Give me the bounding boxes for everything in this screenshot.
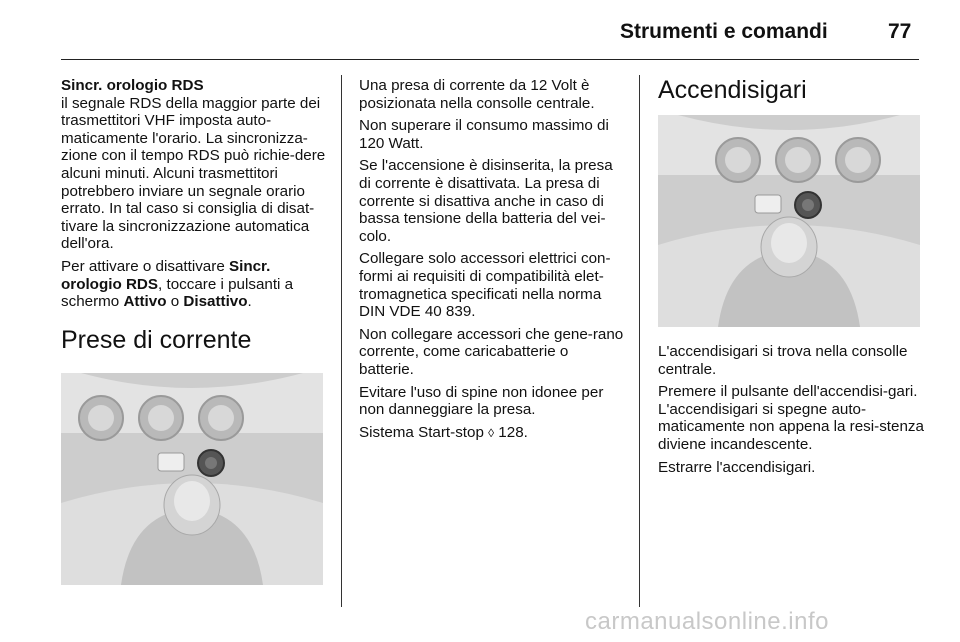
- footer-watermark: carmanualsonline.info: [585, 608, 829, 635]
- outlet-paragraph-5: Non collegare accessori che gene-rano corrente, come caricabatterie o batterie.: [359, 325, 624, 378]
- outlet-paragraph-6: Evitare l'uso di spine non idonee per non danneggiare la presa.: [359, 383, 604, 419]
- column-2: [359, 77, 627, 447]
- column-divider: [639, 75, 640, 607]
- column-3: [658, 75, 924, 481]
- start-stop-reference: [359, 424, 627, 443]
- lighter-paragraph-2: Premere il pulsante dell'accendisi-gari. L'accendisigari si spegne auto-maticamente non appena la resi-stenza diviene incandescente.: [658, 383, 924, 453]
- power-outlet-photo: [61, 373, 323, 585]
- section-title-power-outlets: Prese di corrente: [61, 325, 252, 354]
- outlet-paragraph-1: Una presa di corrente da 12 Volt è posizionata nella consolle centrale.: [359, 77, 595, 112]
- rds-activate-paragraph: [61, 258, 331, 311]
- outlet-paragraph-3: Se l'accensione è disinserita, la presa di corrente è disattivata. La presa di corrente si disattiva anche in caso di bassa tensione della batteria del vei-colo.: [359, 157, 613, 245]
- cigarette-lighter-photo: [658, 115, 920, 327]
- column-1: [61, 77, 331, 585]
- text: o: [166, 293, 184, 311]
- header-rule: [61, 59, 919, 60]
- option-attivo: Attivo: [123, 293, 167, 311]
- page-reference: 128.: [494, 423, 528, 441]
- menu-label-rds: Sincr. orologio RDS: [61, 257, 271, 293]
- console-illustration: [61, 373, 323, 585]
- option-disattivo: Disattivo: [183, 293, 248, 311]
- page-header-title: Strumenti e comandi: [620, 20, 828, 43]
- rds-heading: Sincr. orologio RDS: [61, 77, 204, 94]
- outlet-paragraph-2: Non superare il consumo massimo di 120 Watt.: [359, 117, 609, 152]
- rds-text: il segnale RDS della maggior parte dei trasmettitori VHF imposta auto-maticamente l'orario. La sincronizza-zione con il tempo RDS può richie-dere alcuni minuti. Alcuni trasmettitori potrebbero inviare un segnale orario errato. In tal caso si consiglia di disat-tivare la sincronizzazione automatica dell'ora.: [61, 94, 326, 253]
- reference-arrow-icon: ◊: [488, 425, 495, 440]
- page-number: 77: [888, 20, 912, 43]
- console-illustration: [658, 115, 920, 327]
- outlet-paragraph-4: Collegare solo accessori elettrici con-formi ai requisiti di compatibilità elet-tromagnetica specificati nella norma DIN VDE 40 839.: [359, 250, 611, 321]
- text: .: [247, 293, 252, 311]
- lighter-paragraph-3: Estrarre l'accendisigari.: [658, 458, 816, 476]
- lighter-paragraph-1: L'accendisigari si trova nella consolle centrale.: [658, 343, 908, 378]
- text: , toccare i pulsanti a schermo: [61, 275, 294, 311]
- text: Sistema Start-stop: [359, 423, 489, 441]
- column-divider: [341, 75, 342, 607]
- text: Per attivare o disattivare: [61, 257, 229, 275]
- section-title-cigarette-lighter: Accendisigari: [658, 76, 807, 104]
